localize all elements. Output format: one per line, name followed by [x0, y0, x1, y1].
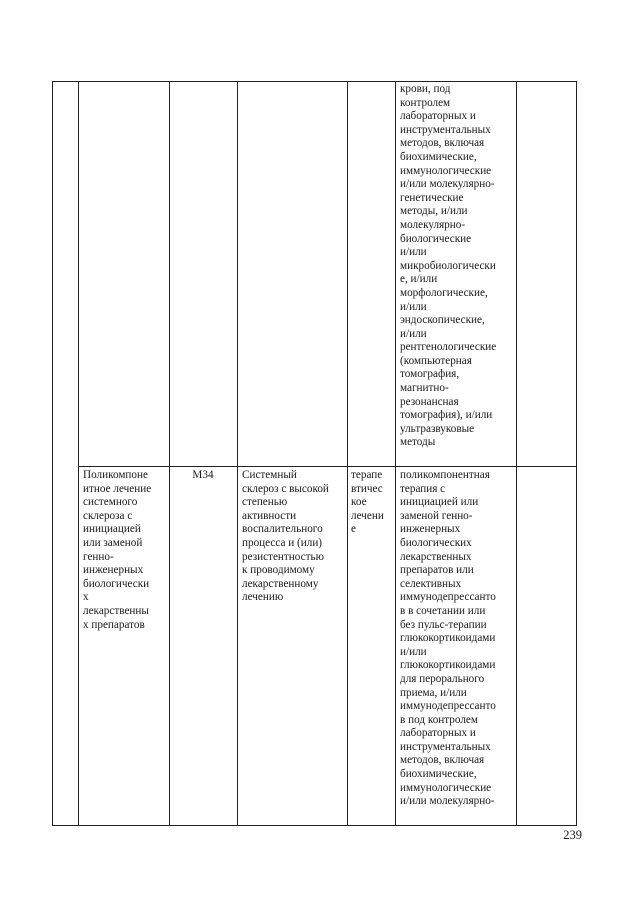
table-bottom-border	[52, 825, 576, 826]
column-border-1	[78, 81, 79, 826]
column-border-7	[576, 81, 577, 826]
treatment-type-cell: терапе втичес кое лечени е	[351, 469, 384, 536]
column-border-5	[395, 81, 396, 826]
icd-code-cell: М34	[192, 469, 214, 481]
treatment-method-cell: поликомпонентная терапия с инициацией или заменой генно- инженерных биологических лекарственных препаратов или селективных иммунодепрессанто в в сочетании или без пульс-терапии глюкокортикоидами и/или глюкокортикоидами для перорального приема, и/или иммунодепрессанто в под контролем лабораторных и инструментальных методов, включая биохимические, иммунологические и/или молекулярно-	[400, 469, 496, 808]
patient-model-cell: Системный склероз с высокой степенью активности воспалительного процесса и (или) резистентностью к проводимому лекарственному лечению	[242, 469, 329, 604]
table-top-border	[52, 81, 576, 82]
continuation-method-cell: крови, под контролем лабораторных и инструментальных методов, включая биохимические, иммунологические и/или молекулярно- генетические методы, и/или молекулярно- биологические и/или микробиологически е, и/или морфологические, и/или эндоскопические, и/или рентгенологические (компьютерная томография, магнитно- резонансная томография), и/или ультразвуковые методы	[400, 83, 497, 449]
column-border-3	[237, 81, 238, 826]
column-border-4	[347, 81, 348, 826]
page-number: 239	[563, 828, 582, 842]
row-divider	[78, 466, 576, 467]
profile-name-cell: Поликомпоне итное лечение системного склероза с инициацией или заменой генно- инженерных биологически х лекарственны х препаратов	[83, 469, 152, 631]
column-border-6	[516, 81, 517, 826]
column-border-2	[169, 81, 170, 826]
column-border-0	[52, 81, 53, 826]
